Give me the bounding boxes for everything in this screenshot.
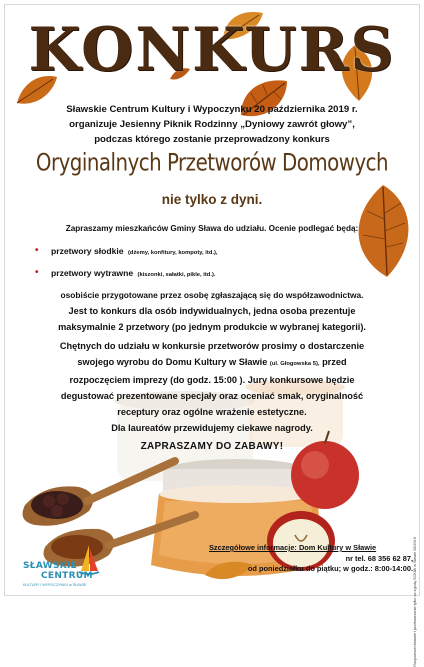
contest-headline: Oryginalnych Przetworów Domowych (35, 149, 389, 178)
contact-info (203, 543, 413, 575)
contact-phone: nr tel. 68 356 62 87, (345, 553, 413, 563)
category-examples: (kiszonki, sałatki, pikle, itd.). (137, 272, 216, 278)
call-to-action: ZAPRASZAMY DO ZABAWY! (140, 441, 284, 452)
contact-hours: od poniedziałku do piątku; w godz.: 8:00-14:00. (247, 564, 413, 573)
bullet-icon: • (35, 267, 39, 278)
rules-line: osobiście przygotowane przez osobę zgłaszającą się do współzawodnictwa. (60, 290, 364, 300)
list-item (35, 267, 355, 281)
rules-line: Jest to konkurs dla osób indywidualnych, jedna osoba prezentuje (68, 306, 356, 316)
contest-title: KONKURS (28, 15, 396, 85)
list-item (35, 245, 355, 259)
category-label: przetwory wytrawne (51, 268, 134, 278)
contest-subheadline: nie tylko z dyni. (161, 192, 263, 207)
category-list (35, 245, 355, 289)
logo-text: SŁAWSKIE (23, 561, 78, 571)
logo-text: CENTRUM (41, 571, 93, 581)
details-line: degustować prezentowane specjały oraz oceniać smak, oryginalność (60, 391, 364, 401)
intro-line: Sławskie Centrum Kultury i Wypoczynku 20 października 2019 r. (66, 104, 358, 115)
copyright-note: Rozpowszechnianie i przetwarzanie tylko za zgodą SCKiW w Sławie 06/2019 (413, 537, 417, 667)
intro-line: organizuje Jesienny Piknik Rodzinny „Dyniowy zawrót głowy”, (69, 119, 355, 130)
details-text (5, 338, 419, 436)
organizer-logo (23, 545, 101, 595)
details-line: Chętnych do udziału w konkursie przetworów prosimy o dostarczenie (59, 341, 365, 351)
rules-text (5, 287, 419, 335)
details-line: przed (322, 357, 347, 367)
details-line: receptury oraz ogólne wrażenie estetyczne. (117, 407, 307, 417)
category-examples: (dżemy, konfitury, kompoty, itd.), (127, 250, 218, 256)
logo-subtext: KULTURY I WYPOCZYNKU w SŁAWIE (23, 583, 87, 587)
bullet-icon: • (35, 245, 39, 256)
intro-text (5, 102, 419, 147)
category-label: przetwory słodkie (51, 246, 124, 256)
contact-line: Szczegółowe informacje: Dom Kultury w Sławie (209, 543, 377, 552)
details-line: rozpoczęciem imprezy (do godz. 15:00 ). Jury konkursowe będzie (69, 375, 355, 385)
poster (4, 4, 420, 667)
rules-line: maksymalnie 2 przetwory (po jednym produkcie w wybranej kategorii). (58, 322, 366, 332)
details-line: Dla laureatów przewidujemy ciekawe nagrody. (111, 423, 313, 433)
intro-line: podczas którego zostanie przeprowadzony konkurs (94, 134, 330, 145)
address-text: (ul. Głogowska 5), (269, 361, 320, 367)
invitation-text: Zapraszamy mieszkańców Gminy Sława do udziału. Ocenie podlegać będą: (65, 224, 359, 233)
details-line: swojego wyrobu do Domu Kultury w Sławie (77, 357, 268, 367)
